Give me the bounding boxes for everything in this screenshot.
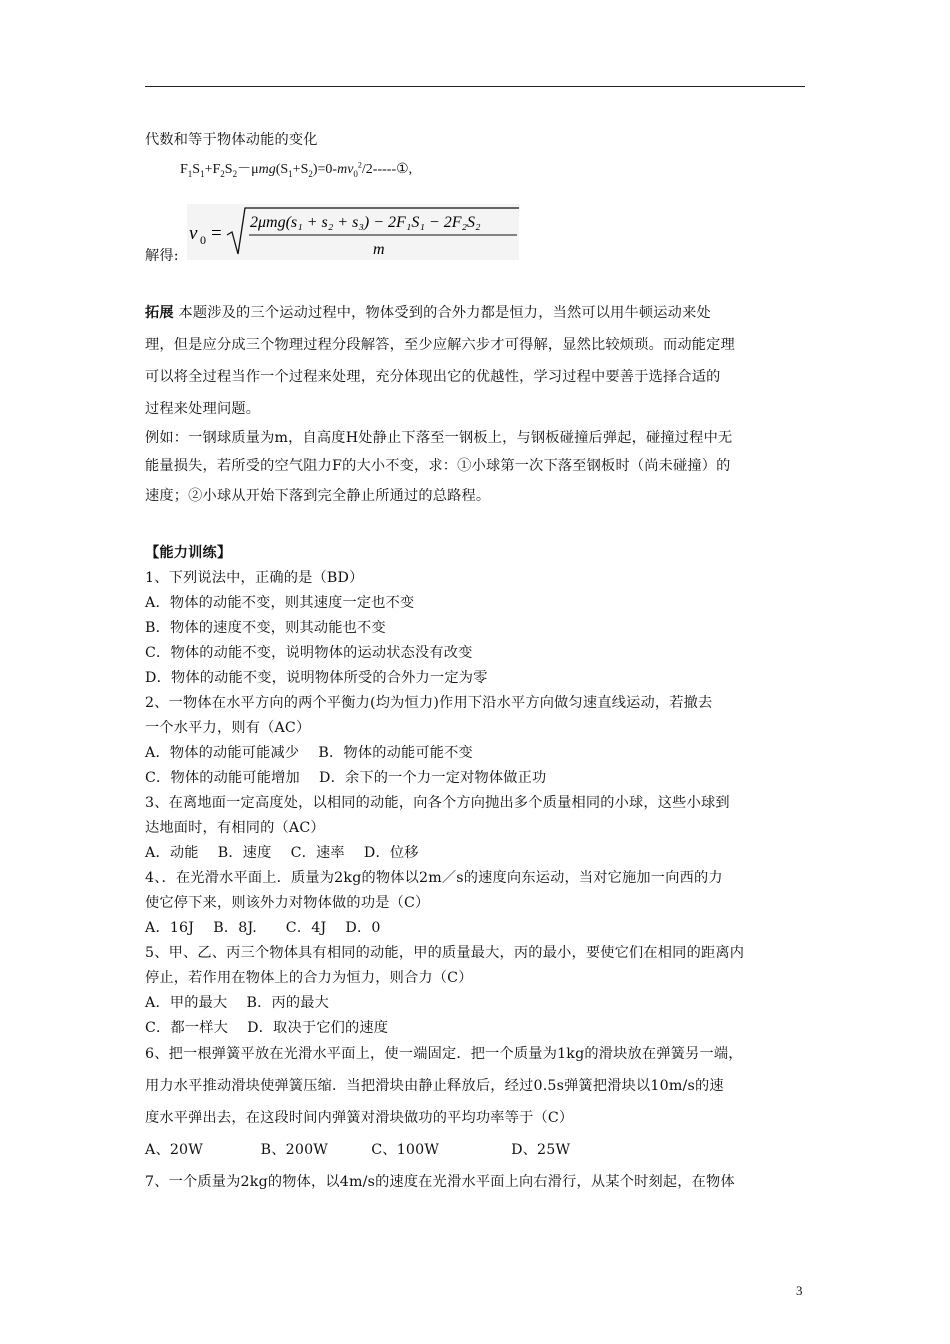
training-line: A．物体的动能不变，则其速度一定也不变 bbox=[145, 595, 415, 611]
extension-line-1: 拓展 本题涉及的三个运动过程中，物体受到的合外力都是恒力，当然可以用牛顿运动来处 bbox=[145, 305, 711, 321]
training-line: 度水平弹出去，在这段时间内弹簧对滑块做功的平均功率等于（C） bbox=[145, 1110, 574, 1126]
training-line: 停止，若作用在物体上的合力为恒力，则合力（C） bbox=[145, 970, 473, 986]
training-line: 2、一物体在水平方向的两个平衡力(均为恒力)作用下沿水平方向做匀速直线运动，若撤去 bbox=[145, 695, 713, 711]
work-energy-formula: $F_1S_1+F_2S_2-\mu mg(S_1+S_2)=0-mv_0^2/2-----①$, bbox=[180, 160, 413, 179]
eq-denominator: m bbox=[373, 241, 385, 258]
example-line-3: 速度；②小球从开始下落到完全静止所通过的总路程。 bbox=[145, 488, 491, 504]
svg-text:=: = bbox=[211, 223, 222, 244]
eq-lhs: v bbox=[189, 223, 198, 244]
training-line: B．物体的速度不变，则其动能也不变 bbox=[145, 620, 386, 636]
extension-line-3: 可以将全过程当作一个过程来处理，充分体现出它的优越性，学习过程中要善于选择合适的 bbox=[145, 369, 721, 385]
training-line: A．16J B．8J. C．4J D．0 bbox=[145, 920, 381, 936]
training-line: 用力水平推动滑块使弹簧压缩．当把滑块由静止释放后，经过0.5s弹簧把滑块以10m/s的速 bbox=[145, 1078, 724, 1094]
training-line: A．物体的动能可能减少 B．物体的动能可能不变 bbox=[145, 745, 473, 761]
training-line: 7、一个质量为2kg的物体，以4m/s的速度在光滑水平面上向右滑行，从某个时刻起，在物体 bbox=[145, 1174, 735, 1190]
solution-equation-image bbox=[187, 204, 519, 260]
eq-numerator: 2μmg(s₁ + s₂ + s₃) − 2F₁S₁ − 2F₂S₂ bbox=[250, 214, 481, 231]
page-number: 3 bbox=[796, 1283, 803, 1298]
training-line: C．都一样大 D．取决于它们的速度 bbox=[145, 1020, 389, 1036]
intro-line: 代数和等于物体动能的变化 bbox=[145, 132, 318, 148]
training-line: 3、在离地面一定高度处，以相同的动能，向各个方向抛出多个质量相同的小球，这些小球到 bbox=[145, 795, 730, 811]
example-line-2: 能量损失，若所受的空气阻力F的大小不变，求：①小球第一次下落至钢板时（尚未碰撞）的 bbox=[145, 458, 731, 474]
header-rule bbox=[145, 86, 805, 87]
training-line: 一个水平力，则有（AC） bbox=[145, 720, 311, 736]
eq-lhs-sub: 0 bbox=[200, 233, 206, 247]
training-line: 1、下列说法中，正确的是（BD） bbox=[145, 570, 364, 586]
training-line: 4、．在光滑水平面上．质量为2kg的物体以2m／s的速度向东运动，当对它施加一向西的力 bbox=[145, 870, 723, 886]
training-line: 6、把一根弹簧平放在光滑水平面上，使一端固定．把一个质量为1kg的滑块放在弹簧另一端， bbox=[145, 1046, 743, 1062]
solve-label: 解得: bbox=[145, 248, 179, 264]
training-line: D．物体的动能不变，说明物体所受的合外力一定为零 bbox=[145, 670, 488, 686]
example-line-1: 例如：一钢球质量为m，自高度H处静止下落至一钢板上，与钢板碰撞后弹起，碰撞过程中无 bbox=[145, 430, 733, 446]
training-line: A．甲的最大 B．丙的最大 bbox=[145, 995, 330, 1011]
training-heading: 【能力训练】 bbox=[145, 545, 232, 561]
training-line: 5、甲、乙、丙三个物体具有相同的动能，甲的质量最大，丙的最小，要使它们在相同的距离内 bbox=[145, 945, 745, 961]
extension-label: 拓展 bbox=[145, 305, 174, 321]
training-line: A、20W B、200W C、100W D、25W bbox=[145, 1142, 571, 1158]
training-line: 达地面时，有相同的（AC） bbox=[145, 820, 325, 836]
training-line: A．动能 B．速度 C．速率 D．位移 bbox=[145, 845, 419, 861]
training-line: C．物体的动能不变，说明物体的运动状态没有改变 bbox=[145, 645, 473, 661]
extension-line-4: 过程来处理问题。 bbox=[145, 401, 261, 417]
training-line: C．物体的动能可能增加 D．余下的一个力一定对物体做正功 bbox=[145, 770, 547, 786]
extension-line-2: 理，但是应分成三个物理过程分段解答，至少应解六步才可得解，显然比较烦琐。而动能定理 bbox=[145, 337, 735, 353]
training-line: 使它停下来，则该外力对物体做的功是（C） bbox=[145, 895, 430, 911]
